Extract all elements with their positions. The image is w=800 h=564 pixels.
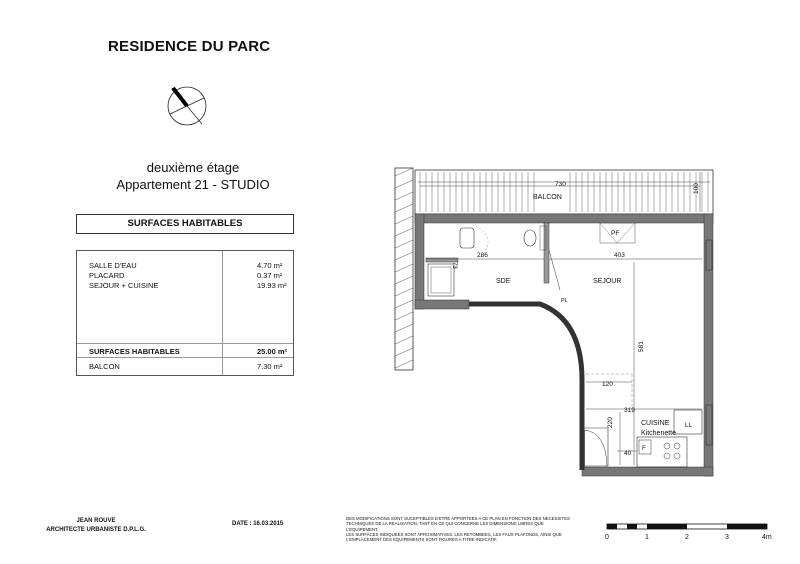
dim-sde-side: 73 xyxy=(451,262,457,269)
note-line: DES MODIFICATIONS SONT SUCEPTIBLES D'ETRE APPORTEES A CE PLAN EN FONCTION DES NECESSITES xyxy=(346,516,570,521)
room-name: PLACARD xyxy=(89,271,125,280)
entry-door xyxy=(584,428,608,466)
compass-icon xyxy=(168,87,206,125)
surfaces-heading: SURFACES HABITABLES xyxy=(76,214,294,234)
disclaimer-notes xyxy=(346,516,586,542)
architect-name: JEAN ROUVE xyxy=(76,518,116,524)
label-balcon: BALCON xyxy=(533,194,562,201)
note-line: LES SURFACES INDIQUEES SONT APROXIMATIVES, LES RETOMBEES, LES FAUX PLAFONDS, AINSI QUE xyxy=(346,531,562,537)
label-pf: PF xyxy=(611,230,620,237)
toilet xyxy=(460,228,474,248)
scale-label: 0 xyxy=(605,534,609,541)
dim-entry: 220 xyxy=(607,417,614,428)
note-line: L'EQUIPEMENT. xyxy=(346,526,379,532)
dim-balcon-width: 730 xyxy=(555,181,566,188)
label-ll: LL xyxy=(685,422,693,429)
label-sde: SDE xyxy=(496,278,511,285)
floor-label: deuxième étage xyxy=(146,160,240,175)
surfaces-table xyxy=(76,250,294,376)
apartment-label: Appartement 21 - STUDIO xyxy=(116,177,270,192)
room-area: 0.37 m² xyxy=(257,271,283,280)
dim-balcon-depth: 100 xyxy=(693,183,700,194)
shower xyxy=(428,264,454,296)
architect-title: ARCHITECTE URBANISTE D.P.L.G. xyxy=(46,527,146,533)
dim-passage: 120 xyxy=(602,381,613,388)
note-line: TECHNIQUES DE LA REALISATION, TANT EN CE QUI CONCERNE LES DIMENSIONS LIBRES QUE xyxy=(346,521,544,527)
room-area: 19.93 m² xyxy=(257,281,287,290)
hob-icon xyxy=(664,443,670,449)
dim-counter: 40 xyxy=(624,450,632,457)
scale-label: 4m xyxy=(762,534,772,541)
scale-label: 1 xyxy=(645,534,649,541)
note-line: L'EMPLACEMENT DES EQUIPEMENTS SONT FIGURES A TITRE INDICATIF. xyxy=(346,537,498,543)
label-pl: PL xyxy=(561,298,568,304)
residence-title: RESIDENCE DU PARC xyxy=(108,38,271,55)
total-area: 25.00 m² xyxy=(257,347,288,356)
scale-bar xyxy=(604,522,779,554)
kitchen-counter xyxy=(637,437,687,467)
scale-label: 3 xyxy=(725,534,729,541)
balcony-area: 7.30 m² xyxy=(257,362,283,371)
room-area: 4.70 m² xyxy=(257,261,283,270)
exterior-wall-left xyxy=(395,168,413,370)
label-sejour: SEJOUR xyxy=(593,278,622,285)
label-f: F xyxy=(642,445,646,452)
curved-wall xyxy=(469,304,582,470)
label-kitchenette: Kitchenette xyxy=(641,430,677,437)
room-name: SEJOUR + CUISINE xyxy=(89,281,159,290)
dim-sejour-length: 581 xyxy=(638,341,645,352)
scale-label: 2 xyxy=(685,534,689,541)
label-cuisine: CUISINE xyxy=(641,420,670,427)
dim-sejour-width: 403 xyxy=(614,252,625,259)
washbasin xyxy=(524,230,536,246)
dim-sde-width: 286 xyxy=(477,252,488,259)
plan-date: DATE : 16.03.2015 xyxy=(232,521,284,527)
room-name: SALLE D'EAU xyxy=(89,261,137,270)
total-name: SURFACES HABITABLES xyxy=(89,347,180,356)
dim-cuisine-width: 319 xyxy=(624,407,635,414)
balcony xyxy=(415,170,713,214)
balcony-name: BALCON xyxy=(89,362,120,371)
